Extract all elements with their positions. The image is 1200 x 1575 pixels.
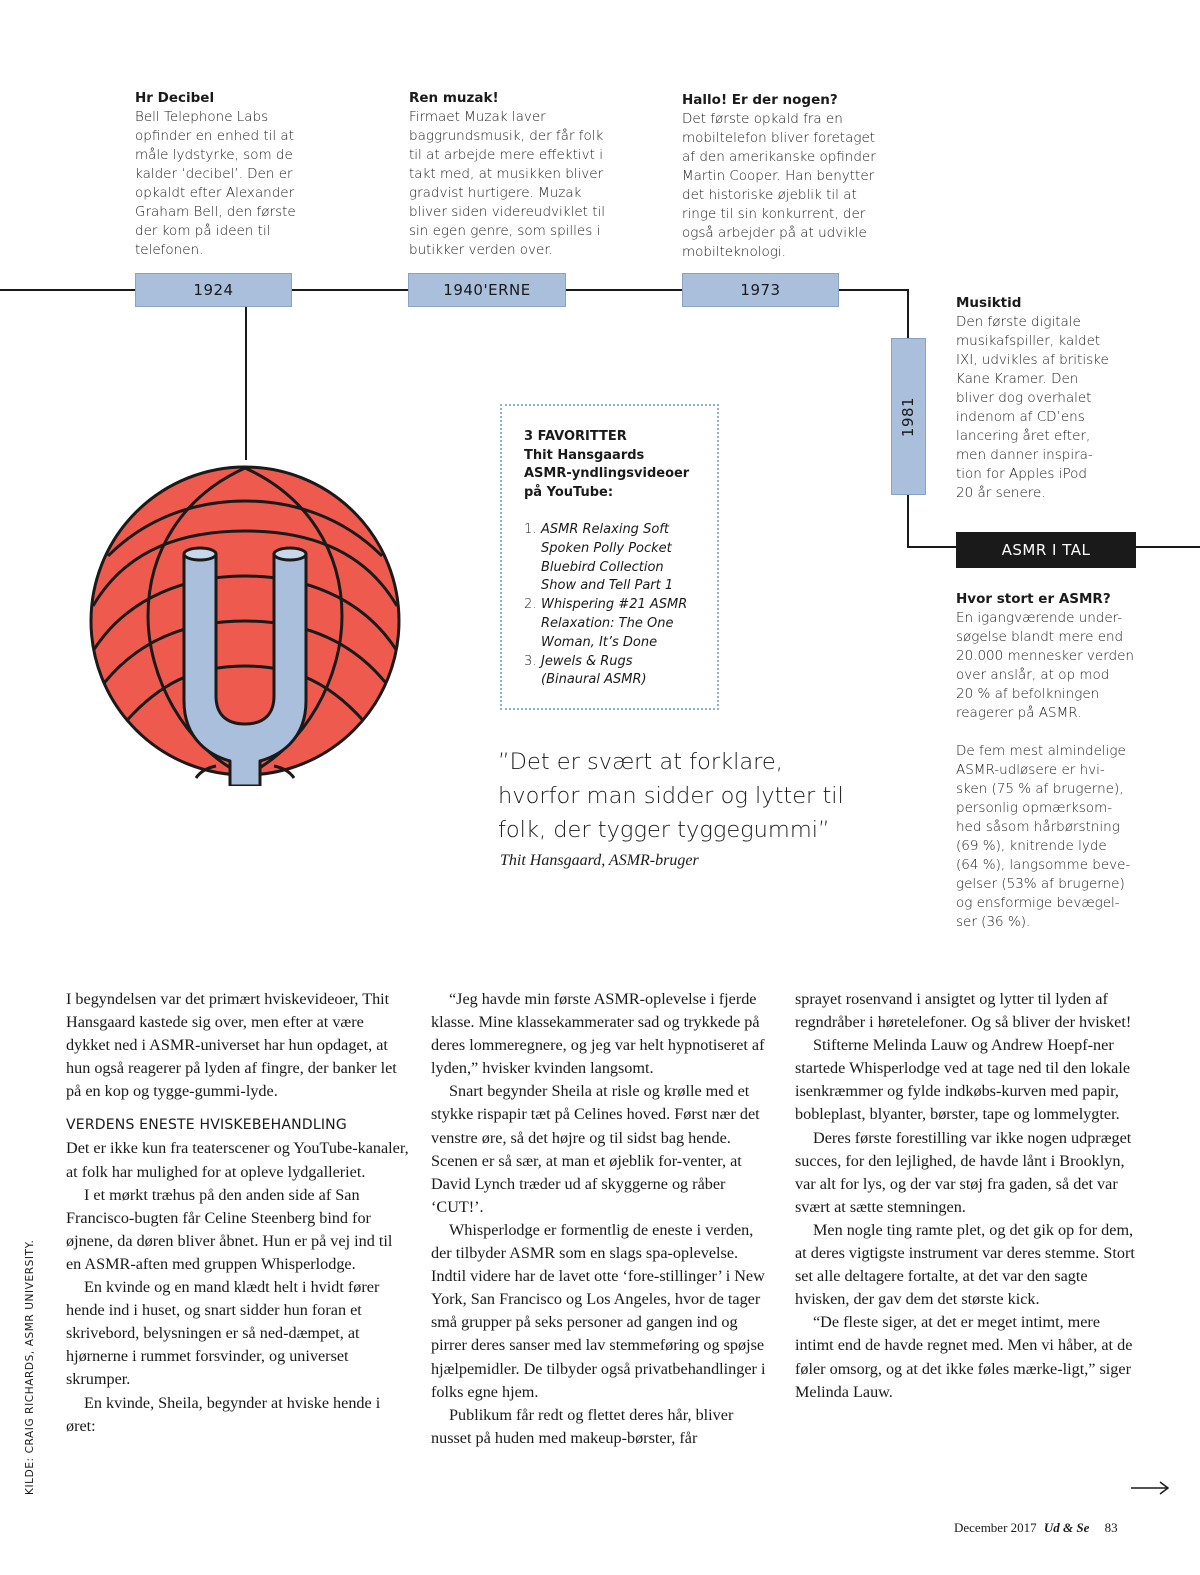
article-paragraph: Snart begynder Sheila at risle og krølle med et stykke rispapir tæt på Celines hoved. Først nær det venstre øre, så det højre og til sidst bag hende. Scenen er så sær, at man et øjeblik for-venter, at David Lynch træder ud af skyggerne og råber ‘CUT!’. (431, 1082, 760, 1216)
favorite-item (524, 653, 709, 691)
event-line: også arbejder på at udvikle (682, 225, 867, 241)
event-line: bliver siden videreudviklet til (409, 204, 606, 220)
stats-line: sken (75 % af brugerne), (956, 781, 1124, 797)
stats-line: (64 %), langsomme beve- (956, 857, 1131, 873)
asmr-i-tal-text: ASMR I TAL (1001, 541, 1091, 559)
timeline-event-1940s (409, 89, 629, 260)
event-line: tion for Apples iPod (956, 466, 1087, 482)
article-paragraph: Det er ikke kun fra teaterscener og YouTube-kanaler, at folk har mulighed for at opleve lydgalleriet. (66, 1139, 409, 1181)
event-line: takt med, at musikken bliver (409, 166, 604, 182)
event-line: opfinder en enhed til at (135, 128, 294, 144)
article-paragraph: I begyndelsen var det primært hviskevideoer, Thit Hansgaard kastede sig over, men efter at være dykket ned i ASMR-universet har hun opdaget, at hun også reagerer på lyden af fingre, der banker let på en kop og tygge-gummi-lyde. (66, 990, 397, 1101)
footer-page-number: 83 (1104, 1520, 1118, 1535)
favorites-list (524, 521, 709, 690)
favorite-number: 3. (524, 653, 537, 669)
event-line: kalder ‘decibel’. Den er (135, 166, 293, 182)
article-paragraph: “Jeg havde min første ASMR-oplevelse i fjerde klasse. Mine klassekammerater sad og trykkede på deres lommeregnere, og jeg var helt hypnotiseret af lyden,” hvisker kvinden langsomt. (431, 990, 765, 1078)
article-paragraph: Publikum får redt og flettet deres hår, bliver nusset på huden med makeup-børster, får (431, 1405, 734, 1447)
article-subheading: VERDENS ENESTE HVISKEBEHANDLING (66, 1117, 347, 1134)
article-paragraph: En kvinde og en mand klædt helt i hvidt fører hende ind i huset, og snart sidder hun foran et skrivebord, belysningen er så ned-dæmpet, at hjørnerne i rummet forsvinder, og universet skrumper. (66, 1278, 380, 1389)
year-box-1924: 1924 (135, 273, 292, 307)
favorite-line: Woman, It’s Done (541, 634, 658, 650)
timeline-event-1973 (682, 91, 897, 262)
quote-line: folk, der tygger tyggegummi” (498, 817, 830, 843)
event-line: bliver dog overhalet (956, 390, 1092, 406)
favorite-line: Spoken Polly Pocket (541, 540, 672, 556)
article-paragraph: sprayet rosenvand i ansigtet og lytter til lyden af regndråber i høretelefoner. Og så bliver der hvisket! (795, 990, 1132, 1032)
asmr-stats (956, 590, 1156, 932)
favorites-box (500, 404, 719, 710)
favorites-heading-line: ASMR-yndlingsvideoer (524, 466, 690, 481)
event-line: lancering året efter, (956, 428, 1091, 444)
favorite-line: Whispering #21 ASMR (541, 597, 688, 613)
stats-line: En igangværende under- (956, 610, 1123, 626)
stats-line: 20 % af befolkningen (956, 686, 1100, 702)
pull-quote (498, 745, 878, 847)
favorites-heading-line: 3 FAVORITTER (524, 429, 627, 444)
asmr-i-tal-label (956, 532, 1136, 568)
event-line: opkaldt efter Alexander (135, 185, 295, 201)
event-line: af den amerikanske opfinder (682, 149, 876, 165)
event-line: men danner inspira- (956, 447, 1093, 463)
event-line: musikafspiller, kaldet (956, 333, 1101, 349)
event-line: Bell Telephone Labs (135, 109, 269, 125)
event-title: Musiktid (956, 295, 1022, 311)
event-line: butikker verden over. (409, 242, 553, 258)
event-line: gradvist hurtigere. Muzak (409, 185, 582, 201)
stats-line: og ensformige bevægel- (956, 895, 1120, 911)
favorite-line: Show and Tell Part 1 (541, 578, 674, 594)
quote-line: hvorfor man sidder og lytter til (498, 783, 844, 809)
event-line: Firmaet Muzak laver (409, 109, 546, 125)
event-line: Den første digitale (956, 314, 1081, 330)
event-line: baggrundsmusik, der får folk (409, 128, 604, 144)
article-paragraph: I et mørkt træhus på den anden side af San Francisco-bugten får Celine Steenberg bind for øjnene, da døren bliver åbnet. Hun er på vej ind til en ASMR-aften med gruppen Whisperlodge. (66, 1185, 393, 1273)
event-line: mobiltelefon bliver foretaget (682, 130, 876, 146)
year-box-1973: 1973 (682, 273, 839, 307)
event-line: måle lydstyrke, som de (135, 147, 293, 163)
stats-line: (69 %), knitrende lyde (956, 838, 1107, 854)
timeline-event-1924 (135, 89, 315, 260)
event-title: Ren muzak! (409, 90, 499, 106)
favorite-line: ASMR Relaxing Soft (541, 522, 669, 537)
favorite-item (524, 596, 709, 652)
stats-line: De fem mest almindelige (956, 743, 1126, 759)
event-line: Martin Cooper. Han benytter (682, 168, 875, 184)
article-paragraph: Whisperlodge er formentlig de eneste i verden, der tilbyder ASMR som en slags spa-oplevelse. Indtil videre har de lavet otte ‘fore-stillinger’ i New York, San Francisco og Los Angeles, hvor de tager små grupper på seks personer ad gangen ind og pirrer deres sanser med lav stemmeføring og spøjse hjælpemidler. De tilbyder også privatbehandlinger i folks egne hjem. (431, 1220, 766, 1401)
arrow-right-icon (1130, 1480, 1170, 1496)
event-line: sin egen genre, som spilles i (409, 223, 601, 239)
event-line: mobilteknologi. (682, 244, 786, 260)
article-paragraph: “De fleste siger, at det er meget intimt, mere intimt end de havde regnet med. Men vi håber, at de føler omsorg, og at det ikke føles mærke-ligt,” siger Melinda Lauw. (795, 1313, 1133, 1401)
article-paragraph: Deres første forestilling var ikke nogen udpræget succes, for den lejlighed, de havde lånt i Brooklyn, var alt for lys, og der var støj fra gaden, så det var svært at sætte stemningen. (795, 1128, 1132, 1216)
year-box-1981 (891, 338, 926, 495)
event-title: Hr Decibel (135, 90, 215, 106)
footer (954, 1520, 1118, 1536)
event-line: til at arbejde mere effektivt i (409, 147, 603, 163)
event-line: indenom af CD’ens (956, 409, 1085, 425)
favorites-heading-line: Thit Hansgaards (524, 447, 645, 463)
year-1981-label: 1981 (899, 396, 918, 437)
quote-line: ”Det er svært at forklare, (498, 749, 783, 775)
event-line: det historiske øjeblik til at (682, 187, 857, 203)
quote-attribution: Thit Hansgaard, ASMR-bruger (500, 852, 699, 869)
photo-credit: KILDE: CRAIG RICHARDS, ASMR UNIVERSITY. (24, 1239, 36, 1495)
year-box-1940s: 1940'ERNE (408, 273, 566, 307)
article-column-3 (795, 988, 1140, 1404)
event-title: Hallo! Er der nogen? (682, 92, 838, 108)
stats-line: ser (36 %). (956, 914, 1031, 930)
favorite-number: 2. (524, 597, 537, 613)
event-line: Det første opkald fra en (682, 111, 843, 127)
stats-line: personlig opmærksom- (956, 800, 1113, 816)
favorite-line: Jewels & Rugs (541, 653, 633, 669)
stats-line: over anslår, at op mod (956, 667, 1110, 683)
article-paragraph: Men nogle ting ramte plet, og det gik op for dem, at deres vigtigste instrument var deres stemme. Stort set alle deltagere fortalte, at det var den sagte hvisken, der gav dem det største kick. (795, 1220, 1135, 1309)
stats-line: gelser (53% af brugerne) (956, 876, 1125, 892)
article-column-1 (66, 988, 411, 1438)
event-line: telefonen. (135, 242, 204, 258)
article-paragraph: En kvinde, Sheila, begynder at hviske hende i øret: (66, 1393, 381, 1435)
favorite-line: (Binaural ASMR) (541, 672, 647, 688)
illustration-connector (245, 306, 247, 460)
event-line: IXI, udvikles af britiske (956, 352, 1109, 368)
article-paragraph: Stifterne Melinda Lauw og Andrew Hoepf-ner startede Whisperlodge ved at tage ned til den lokale isenkræmmer og fylde indkøbs-kurven med papir, bobleplast, blyanter, børster, tape og lommelygter. (795, 1036, 1131, 1124)
tuning-fork-sphere-icon (88, 456, 406, 786)
stats-line: søgelse blandt mere end (956, 629, 1124, 645)
favorite-item (524, 521, 709, 596)
favorite-line: Relaxation: The One (541, 615, 674, 631)
favorite-line: Bluebird Collection (541, 559, 664, 575)
stats-line: ASMR-udløsere er hvi- (956, 762, 1105, 778)
event-line: Graham Bell, den første (135, 204, 296, 220)
event-line: 20 år senere. (956, 485, 1046, 501)
favorites-heading-line: på YouTube: (524, 484, 614, 500)
footer-magazine: Ud & Se (1043, 1520, 1090, 1535)
footer-date: December 2017 (954, 1520, 1037, 1535)
event-line: Kane Kramer. Den (956, 371, 1079, 387)
event-line: der kom på ideen til (135, 223, 271, 239)
stats-line: hed såsom hårbørstning (956, 819, 1120, 835)
asmr-stats-heading: Hvor stort er ASMR? (956, 591, 1111, 607)
event-line: ringe til sin konkurrent, der (682, 206, 866, 222)
stats-line: 20.000 mennesker verden (956, 648, 1134, 664)
article-column-2 (431, 988, 776, 1450)
timeline-event-1981 (956, 294, 1156, 503)
stats-line: reagerer på ASMR. (956, 705, 1082, 721)
favorite-number: 1. (524, 522, 537, 537)
